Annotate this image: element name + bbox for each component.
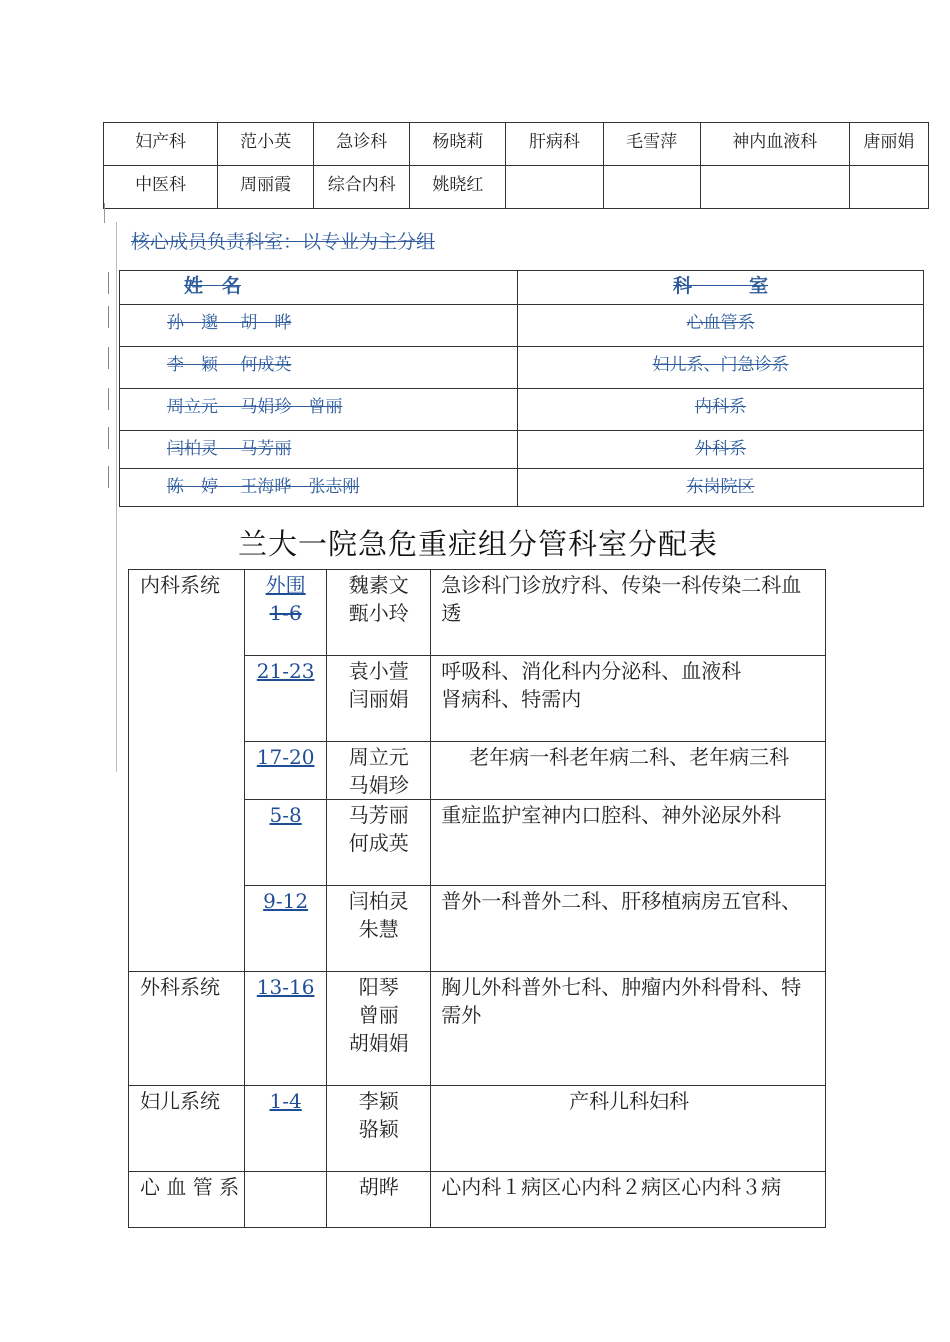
table-cell: 妇产科 <box>104 123 218 166</box>
departments: 普外一科普外二科、肝移植病房五官科、 <box>431 886 826 972</box>
revision-bar <box>108 427 109 449</box>
range-link[interactable]: 17-20 <box>256 745 315 769</box>
table-cell: 肝病科 <box>506 123 603 166</box>
allocation-table <box>128 569 826 1228</box>
table-cell: 急诊科 <box>314 123 410 166</box>
table-cell: 周丽霞 <box>218 166 314 209</box>
system-women-children: 妇儿系统 <box>129 1086 245 1172</box>
member-names: 李 颖 何成英 <box>120 347 518 389</box>
core-members-table <box>119 270 924 507</box>
bed-range <box>244 886 326 972</box>
table-cell: 姚晓红 <box>410 166 506 209</box>
table-cell <box>506 166 603 209</box>
table-cell: 唐丽娟 <box>849 123 928 166</box>
table-row <box>120 389 924 431</box>
bed-range <box>244 742 326 800</box>
range-link[interactable]: 13-16 <box>256 975 315 999</box>
member-dept: 心血管系 <box>518 305 924 347</box>
table-row <box>129 1172 826 1228</box>
bed-range <box>244 1172 326 1228</box>
bed-range <box>244 972 326 1086</box>
staff-names: 魏素文 甄小玲 <box>327 570 431 656</box>
staff-names: 阳琴 曾丽 胡娟娟 <box>327 972 431 1086</box>
member-dept: 妇儿系、门急诊系 <box>518 347 924 389</box>
range-link[interactable]: 5-8 <box>269 803 302 827</box>
table-cell: 范小英 <box>218 123 314 166</box>
bed-range <box>244 570 326 656</box>
table-cell <box>849 166 928 209</box>
revision-bar <box>108 466 109 488</box>
table-cell: 综合内科 <box>314 166 410 209</box>
departments: 产科儿科妇科 <box>431 1086 826 1172</box>
revision-bar <box>108 388 109 410</box>
header-dept: 科 室 <box>518 271 924 305</box>
table-row <box>120 431 924 469</box>
departments: 重症监护室神内口腔科、神外泌尿外科 <box>431 800 826 886</box>
departments: 胸儿外科普外七科、肿瘤内外科骨科、特需外 <box>431 972 826 1086</box>
staff-names: 胡晔 <box>327 1172 431 1228</box>
table-row <box>120 469 924 507</box>
table-header-row <box>120 271 924 305</box>
table-cell: 中医科 <box>104 166 218 209</box>
member-names: 陈 婷 王海晔 张志刚 <box>120 469 518 507</box>
range-struck: 1-6 <box>269 601 302 625</box>
member-dept: 东岗院区 <box>518 469 924 507</box>
system-cardio: 心 血 管 系 <box>129 1172 245 1228</box>
department-staff-table <box>103 122 929 209</box>
table-cell <box>700 166 849 209</box>
range-link[interactable]: 外围 <box>265 573 306 597</box>
departments: 急诊科门诊放疗科、传染一科传染二科血透 <box>431 570 826 656</box>
table-cell: 杨晓莉 <box>410 123 506 166</box>
table-cell <box>603 166 700 209</box>
departments: 老年病一科老年病二科、老年病三科 <box>431 742 826 800</box>
staff-names: 周立元 马娟珍 <box>327 742 431 800</box>
system-surgery: 外科系统 <box>129 972 245 1086</box>
bed-range <box>244 1086 326 1172</box>
departments: 心内科１病区心内科２病区心内科３病 <box>431 1172 826 1228</box>
member-names: 周立元 马娟珍 曾丽 <box>120 389 518 431</box>
revision-bar <box>108 272 109 294</box>
header-name: 姓 名 <box>120 271 518 305</box>
table-row <box>129 570 826 656</box>
revision-bar <box>104 203 105 223</box>
member-dept: 内科系 <box>518 389 924 431</box>
core-members-heading: 核心成员负责科室：以专业为主分组 <box>131 231 436 253</box>
member-names: 闫柏灵 马芳丽 <box>120 431 518 469</box>
range-link[interactable]: 21-23 <box>256 659 315 683</box>
member-dept: 外科系 <box>518 431 924 469</box>
staff-names: 李颖 骆颖 <box>327 1086 431 1172</box>
revision-bar <box>116 222 117 772</box>
range-link[interactable]: 9-12 <box>263 889 309 913</box>
table-row <box>120 347 924 389</box>
table-row <box>129 1086 826 1172</box>
table-cell: 毛雪萍 <box>603 123 700 166</box>
revision-bar <box>108 306 109 328</box>
table-row <box>120 305 924 347</box>
allocation-table-title: 兰大一院急危重症组分管科室分配表 <box>238 527 719 561</box>
staff-names: 闫柏灵 朱慧 <box>327 886 431 972</box>
bed-range <box>244 656 326 742</box>
departments: 呼吸科、消化科内分泌科、血液科 肾病科、特需内 <box>431 656 826 742</box>
range-link[interactable]: 1-4 <box>269 1089 302 1113</box>
system-internal: 内科系统 <box>129 570 245 972</box>
table-cell: 神内血液科 <box>700 123 849 166</box>
table-row <box>104 123 929 166</box>
member-names: 孙 邈 胡 晔 <box>120 305 518 347</box>
bed-range <box>244 800 326 886</box>
table-row <box>104 166 929 209</box>
staff-names: 袁小萱 闫丽娟 <box>327 656 431 742</box>
revision-bar <box>108 347 109 369</box>
staff-names: 马芳丽 何成英 <box>327 800 431 886</box>
table-row <box>129 972 826 1086</box>
